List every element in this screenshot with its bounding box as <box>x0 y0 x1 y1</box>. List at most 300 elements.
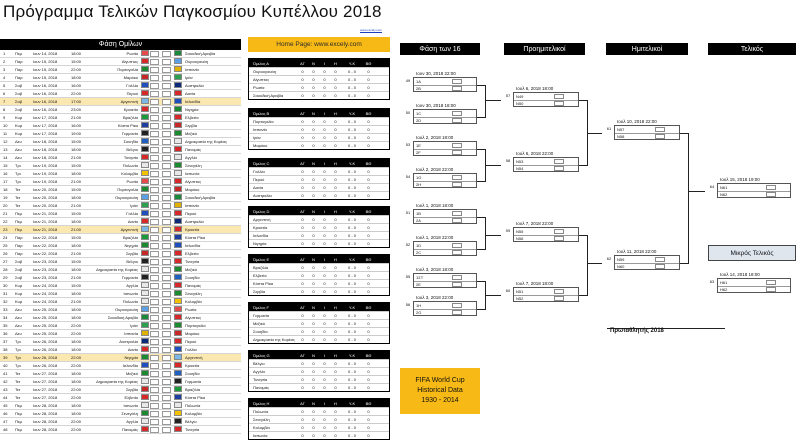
bracket-match-number: 56 <box>405 302 411 307</box>
group-column-header: Ι <box>323 208 326 214</box>
home-flag-icon <box>141 250 149 256</box>
home-flag-icon <box>141 122 149 128</box>
group-stat-cell: 0 <box>312 225 315 230</box>
away-score-input[interactable] <box>162 155 171 161</box>
match-number: 14 <box>3 155 8 160</box>
bracket-score-input-2[interactable] <box>554 236 564 241</box>
home-score-input[interactable] <box>150 363 159 369</box>
home-score-input[interactable] <box>150 227 159 233</box>
away-score-input[interactable] <box>162 219 171 225</box>
bracket-separator <box>514 295 578 296</box>
home-team: Βραζιλία <box>122 115 138 120</box>
home-flag-icon <box>141 378 149 384</box>
home-score-input[interactable] <box>150 219 159 225</box>
home-score-input[interactable] <box>150 211 159 217</box>
away-score-input[interactable] <box>162 51 171 57</box>
away-score-input[interactable] <box>162 395 171 401</box>
bracket-score-input-2[interactable] <box>554 296 564 301</box>
group-stat-cell: 0 <box>323 361 326 366</box>
away-score-input[interactable] <box>162 363 171 369</box>
group-stat-cell: 0 <box>312 329 315 334</box>
group-column-header: ΑΓ <box>300 60 305 66</box>
home-team: Ουρουγουάη <box>115 195 138 200</box>
away-flag-icon <box>174 194 182 200</box>
match-day: Παρ <box>15 235 23 240</box>
homepage-link[interactable] <box>248 37 390 52</box>
home-score-input[interactable] <box>150 107 159 113</box>
home-flag-icon <box>141 66 149 72</box>
match-number: 1 <box>3 51 6 56</box>
home-score-input[interactable] <box>150 123 159 129</box>
home-team: Περού <box>126 91 138 96</box>
away-team: Βραζιλία <box>185 387 201 392</box>
group-column-header: Ν <box>312 208 315 214</box>
group-stat-cell: 0 <box>312 185 315 190</box>
match-number: 46 <box>3 411 8 416</box>
home-team: Γαλλία <box>126 83 138 88</box>
away-team: Παναμάς <box>185 147 202 152</box>
away-score-input[interactable] <box>162 67 171 73</box>
match-row <box>0 202 241 210</box>
home-score-input[interactable] <box>150 155 159 161</box>
bracket-score-input-2[interactable] <box>766 192 776 197</box>
away-score-input[interactable] <box>162 307 171 313</box>
home-score-input[interactable] <box>150 59 159 65</box>
bracket-score-input-1[interactable] <box>452 275 462 280</box>
group-stat-cell: 0 - 0 <box>347 377 356 382</box>
away-score-input[interactable] <box>162 371 171 377</box>
group-stat-cell: 0 <box>334 433 337 438</box>
away-score-input[interactable] <box>162 131 171 137</box>
group-stat-cell: 0 <box>312 321 315 326</box>
home-score-input[interactable] <box>150 187 159 193</box>
bracket-team-1: 1D <box>416 243 422 248</box>
match-time: 16:00 <box>71 83 82 88</box>
home-flag-icon <box>141 138 149 144</box>
match-day: Τρι <box>15 339 21 344</box>
bracket-score-input-1[interactable] <box>655 127 665 132</box>
bracket-score-input-1[interactable] <box>655 257 665 262</box>
bracket-connector-line <box>579 295 587 296</box>
home-score-input[interactable] <box>150 347 159 353</box>
away-score-input[interactable] <box>162 323 171 329</box>
home-score-input[interactable] <box>150 75 159 81</box>
away-flag-icon <box>174 386 182 392</box>
bracket-score-input-2[interactable] <box>452 182 462 187</box>
away-flag-icon <box>174 258 182 264</box>
away-score-input[interactable] <box>162 171 171 177</box>
match-date: Ιουν 26, 2018 <box>33 355 58 360</box>
match-datetime: Ιουλ 1, 2018 18:00 <box>416 203 454 208</box>
bracket-score-input-1[interactable] <box>554 289 564 294</box>
group-stat-cell: 0 <box>334 177 337 182</box>
match-time: 22:00 <box>71 419 82 424</box>
match-date: Ιουν 18, 2018 <box>33 147 58 152</box>
home-score-input[interactable] <box>150 419 159 425</box>
home-flag-icon <box>141 322 149 328</box>
group-stat-cell: 0 <box>334 135 337 140</box>
bracket-score-input-1[interactable] <box>766 185 776 190</box>
match-row <box>0 386 241 394</box>
match-number: 3 <box>3 67 6 72</box>
away-score-input[interactable] <box>162 115 171 121</box>
match-number: 33 <box>3 307 8 312</box>
away-score-input[interactable] <box>162 59 171 65</box>
match-time: 21:00 <box>71 275 82 280</box>
home-flag-icon <box>141 178 149 184</box>
home-score-input[interactable] <box>150 195 159 201</box>
group-team-row <box>249 75 389 83</box>
away-flag-icon <box>174 210 182 216</box>
home-score-input[interactable] <box>150 259 159 265</box>
bracket-score-input-2[interactable] <box>452 118 462 123</box>
home-score-input[interactable] <box>150 179 159 185</box>
group-stat-cell: 0 <box>301 193 304 198</box>
bracket-score-input-2[interactable] <box>452 282 462 287</box>
home-score-input[interactable] <box>150 427 159 433</box>
group-team-row <box>249 287 389 295</box>
group-team-row <box>249 141 389 149</box>
group-stat-cell: 0 <box>301 281 304 286</box>
home-score-input[interactable] <box>150 67 159 73</box>
away-score-input[interactable] <box>162 83 171 89</box>
home-team: Γαλλία <box>126 211 138 216</box>
match-number: 15 <box>3 163 8 168</box>
away-score-input[interactable] <box>162 259 171 265</box>
match-day: Σαβ <box>15 91 23 96</box>
match-number: 37 <box>3 339 8 344</box>
bracket-score-input-1[interactable] <box>554 94 564 99</box>
away-score-input[interactable] <box>162 419 171 425</box>
away-score-input[interactable] <box>162 203 171 209</box>
match-day: Δευ <box>15 155 22 160</box>
match-date: Ιουν 15, 2018 <box>33 59 58 64</box>
home-score-input[interactable] <box>150 147 159 153</box>
bracket-score-input-1[interactable] <box>452 303 462 308</box>
home-team: Αίγυπτος <box>121 59 138 64</box>
away-score-input[interactable] <box>162 275 171 281</box>
group-team-name: Κόστα Ρίκα <box>253 281 274 286</box>
away-score-input[interactable] <box>162 211 171 217</box>
match-time: 15:00 <box>71 259 82 264</box>
away-score-input[interactable] <box>162 123 171 129</box>
group-column-header: Υ-Κ <box>348 400 356 406</box>
home-team: Πολωνία <box>122 299 138 304</box>
home-team: Αργεντινή <box>120 227 138 232</box>
away-team: Κολομβία <box>185 411 202 416</box>
away-score-input[interactable] <box>162 315 171 321</box>
away-flag-icon <box>174 242 182 248</box>
home-team: Ιαπωνία <box>123 291 138 296</box>
away-score-input[interactable] <box>162 411 171 417</box>
group-stat-cell: 0 <box>301 69 304 74</box>
group-stat-cell: 0 <box>323 143 326 148</box>
group-stat-cell: 0 <box>301 233 304 238</box>
away-score-input[interactable] <box>162 179 171 185</box>
group-stat-cell: 0 <box>323 425 326 430</box>
match-date: Ιουν 19, 2018 <box>33 179 58 184</box>
home-score-input[interactable] <box>150 83 159 89</box>
home-score-input[interactable] <box>150 251 159 257</box>
away-score-input[interactable] <box>162 235 171 241</box>
away-score-input[interactable] <box>162 243 171 249</box>
match-day: Πεμ <box>15 427 22 432</box>
bracket-team-2: N62 <box>720 192 728 197</box>
fifa-historical-data-link[interactable] <box>400 368 480 414</box>
home-score-input[interactable] <box>150 91 159 97</box>
home-score-input[interactable] <box>150 411 159 417</box>
away-flag-icon <box>174 418 182 424</box>
match-time: 18:00 <box>71 195 82 200</box>
group-name: Όμιλος D <box>253 208 270 214</box>
bracket-score-input-1[interactable] <box>766 280 776 285</box>
away-score-input[interactable] <box>162 283 171 289</box>
group-stat-cell: 0 - 0 <box>347 69 356 74</box>
home-team: Μαρόκο <box>123 75 138 80</box>
match-datetime: Ιουλ 14, 2018 18:00 <box>720 272 760 277</box>
bracket-separator <box>414 249 476 250</box>
away-score-input[interactable] <box>162 99 171 105</box>
away-score-input[interactable] <box>162 147 171 153</box>
away-team: Σενεγάλη <box>185 163 202 168</box>
bracket-score-input-1[interactable] <box>452 243 462 248</box>
match-number: 38 <box>3 347 8 352</box>
home-score-input[interactable] <box>150 203 159 209</box>
home-score-input[interactable] <box>150 339 159 345</box>
bracket-score-input-2[interactable] <box>452 218 462 223</box>
group-stat-cell: 0 <box>301 321 304 326</box>
match-date: Ιουν 22, 2018 <box>33 235 58 240</box>
away-score-input[interactable] <box>162 355 171 361</box>
home-score-input[interactable] <box>150 315 159 321</box>
away-score-input[interactable] <box>162 291 171 297</box>
group-stat-cell: 0 <box>312 143 315 148</box>
bracket-score-input-2[interactable] <box>655 264 665 269</box>
match-number: 36 <box>3 331 8 336</box>
bracket-score-input-2[interactable] <box>655 134 665 139</box>
bracket-team-1: 1A <box>416 79 421 84</box>
home-score-input[interactable] <box>150 139 159 145</box>
home-score-input[interactable] <box>150 395 159 401</box>
home-team: Κόστα Ρίκα <box>117 123 138 128</box>
home-score-input[interactable] <box>150 283 159 289</box>
match-row <box>0 82 241 90</box>
match-row <box>0 426 241 434</box>
home-flag-icon <box>141 410 149 416</box>
home-score-input[interactable] <box>150 387 159 393</box>
match-row <box>0 274 241 282</box>
match-datetime: Ιουλ 2, 2018 22:00 <box>416 167 454 172</box>
group-column-header: Υ-Κ <box>348 352 356 358</box>
away-team: Αυστραλία <box>185 219 204 224</box>
away-score-input[interactable] <box>162 403 171 409</box>
match-row <box>0 146 241 154</box>
away-score-input[interactable] <box>162 187 171 193</box>
group-stat-cell: 0 <box>367 313 370 318</box>
group-table <box>248 206 390 248</box>
excely-link[interactable]: www.excely.com <box>360 28 382 32</box>
away-team: Γερμανία <box>185 379 202 384</box>
group-name: Όμιλος C <box>253 160 270 166</box>
home-score-input[interactable] <box>150 371 159 377</box>
group-stat-cell: 0 <box>301 385 304 390</box>
away-score-input[interactable] <box>162 331 171 337</box>
group-stat-cell: 0 - 0 <box>347 135 356 140</box>
home-score-input[interactable] <box>150 299 159 305</box>
match-day: Τετ <box>15 371 21 376</box>
home-score-input[interactable] <box>150 243 159 249</box>
away-team: Αίγυπτος <box>185 179 202 184</box>
bracket-score-input-1[interactable] <box>452 211 462 216</box>
group-stat-cell: 0 <box>312 135 315 140</box>
away-score-input[interactable] <box>162 227 171 233</box>
home-score-input[interactable] <box>150 307 159 313</box>
away-score-input[interactable] <box>162 163 171 169</box>
home-score-input[interactable] <box>150 355 159 361</box>
bracket-match-number: 53 <box>405 142 411 147</box>
away-score-input[interactable] <box>162 195 171 201</box>
bracket-score-input-1[interactable] <box>554 229 564 234</box>
bracket-team-1: 1H <box>416 303 422 308</box>
bracket-match-number: 49 <box>405 78 411 83</box>
home-score-input[interactable] <box>150 275 159 281</box>
match-time: 22:00 <box>71 323 82 328</box>
home-score-input[interactable] <box>150 323 159 329</box>
group-stat-cell: 0 <box>323 127 326 132</box>
bracket-score-input-2[interactable] <box>554 166 564 171</box>
away-flag-icon <box>174 250 182 256</box>
match-number: 23 <box>3 227 8 232</box>
away-score-input[interactable] <box>162 107 171 113</box>
bracket-score-input-2[interactable] <box>452 250 462 255</box>
home-score-input[interactable] <box>150 403 159 409</box>
home-score-input[interactable] <box>150 291 159 297</box>
away-flag-icon <box>174 162 182 168</box>
home-score-input[interactable] <box>150 171 159 177</box>
match-day: Πεμ <box>15 211 22 216</box>
home-flag-icon <box>141 370 149 376</box>
away-team: Σαουδική Αραβία <box>185 195 216 200</box>
bracket-connector-line <box>485 217 486 250</box>
away-score-input[interactable] <box>162 75 171 81</box>
group-column-header: Υ-Κ <box>348 208 356 214</box>
home-team: Δανία <box>127 219 138 224</box>
home-score-input[interactable] <box>150 379 159 385</box>
bracket-match-number: 64 <box>709 184 715 189</box>
home-score-input[interactable] <box>150 235 159 241</box>
away-score-input[interactable] <box>162 387 171 393</box>
group-stat-cell: 0 - 0 <box>347 425 356 430</box>
bracket-team-2: 2H <box>416 182 422 187</box>
bracket-match-number: 59 <box>505 228 511 233</box>
away-score-input[interactable] <box>162 379 171 385</box>
match-day: Δευ <box>15 139 22 144</box>
home-score-input[interactable] <box>150 51 159 57</box>
bracket-score-input-1[interactable] <box>554 159 564 164</box>
match-date: Ιουν 25, 2018 <box>33 323 58 328</box>
match-day: Παρ <box>15 243 23 248</box>
away-team: Σουηδία <box>185 275 200 280</box>
group-stat-cell: 0 <box>334 417 337 422</box>
bracket-score-input-1[interactable] <box>452 143 462 148</box>
match-date: Ιουν 28, 2018 <box>33 411 58 416</box>
away-score-input[interactable] <box>162 251 171 257</box>
home-score-input[interactable] <box>150 99 159 105</box>
group-stat-cell: 0 <box>312 409 315 414</box>
bracket-score-input-2[interactable] <box>554 101 564 106</box>
away-score-input[interactable] <box>162 339 171 345</box>
match-time: 18:00 <box>71 171 82 176</box>
away-team: Ισλανδία <box>185 243 201 248</box>
group-stage-match-list <box>0 50 241 434</box>
match-date: Ιουν 24, 2018 <box>33 291 58 296</box>
away-score-input[interactable] <box>162 267 171 273</box>
home-score-input[interactable] <box>150 267 159 273</box>
group-team-row <box>249 327 389 335</box>
bracket-connector-line <box>680 133 688 134</box>
group-team-row <box>249 407 389 415</box>
home-flag-icon <box>141 346 149 352</box>
bracket-team-1: N61 <box>720 185 728 190</box>
bracket-score-input-2[interactable] <box>452 86 462 91</box>
bracket-score-input-1[interactable] <box>452 79 462 84</box>
match-datetime: Ιουλ 2, 2018 18:00 <box>416 135 454 140</box>
bracket-score-input-2[interactable] <box>452 150 462 155</box>
match-date: Ιουν 22, 2018 <box>33 251 58 256</box>
away-score-input[interactable] <box>162 91 171 97</box>
match-row <box>0 186 241 194</box>
group-team-name: Σαουδική Αραβία <box>253 93 284 98</box>
away-flag-icon <box>174 82 182 88</box>
match-time: 21:00 <box>71 115 82 120</box>
group-stat-cell: 0 <box>367 77 370 82</box>
bracket-score-input-2[interactable] <box>452 310 462 315</box>
match-row <box>0 106 241 114</box>
away-team: Ουρουγουάη <box>185 59 208 64</box>
away-score-input[interactable] <box>162 347 171 353</box>
group-team-row <box>249 359 389 367</box>
home-team: Γερμανία <box>121 131 138 136</box>
match-day: Τρι <box>15 347 21 352</box>
match-time: 22:00 <box>71 331 82 336</box>
away-flag-icon <box>174 410 182 416</box>
group-column-header: ΒΘ <box>365 256 372 262</box>
bracket-score-input-2[interactable] <box>766 287 776 292</box>
match-datetime: Ιουλ 6, 2018 18:00 <box>516 86 554 91</box>
group-stat-cell: 0 <box>323 135 326 140</box>
group-team-name: Μεξικό <box>253 321 265 326</box>
group-stat-cell: 0 <box>323 265 326 270</box>
match-number: 2 <box>3 59 6 64</box>
match-time: 18:00 <box>71 379 82 384</box>
match-time: 16:00 <box>71 123 82 128</box>
home-score-input[interactable] <box>150 115 159 121</box>
bracket-team-2: N52 <box>516 296 524 301</box>
away-score-input[interactable] <box>162 299 171 305</box>
away-score-input[interactable] <box>162 427 171 433</box>
home-flag-icon <box>141 306 149 312</box>
bracket-score-input-1[interactable] <box>452 111 462 116</box>
bracket-match-number: 55 <box>405 274 411 279</box>
home-score-input[interactable] <box>150 331 159 337</box>
group-name: Όμιλος H <box>253 400 270 406</box>
home-score-input[interactable] <box>150 131 159 137</box>
away-score-input[interactable] <box>162 139 171 145</box>
home-score-input[interactable] <box>150 163 159 169</box>
bracket-separator <box>414 217 476 218</box>
group-stat-cell: 0 <box>301 185 304 190</box>
bracket-score-input-1[interactable] <box>452 175 462 180</box>
